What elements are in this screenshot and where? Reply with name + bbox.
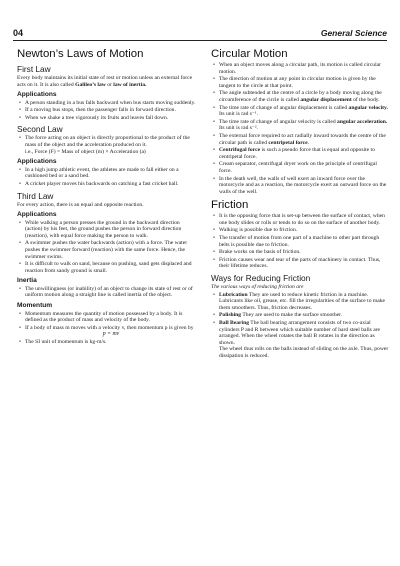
first-law-applications [17,100,197,122]
list-item: • The time rate of change of angular displacement is called angular velocity. Its unit is rad s⁻¹. [211,105,389,118]
inertia-list [17,286,197,299]
list-item: • A cricket player moves his backwards on catching a fast cricket ball. [17,181,197,188]
list-item: • When we shake a tree vigorously its fruits and leaves fall down. [17,115,197,122]
third-law-applications [17,220,197,275]
reducing-friction-list [211,292,389,360]
list-item: • A swimmer pushes the water backwards (action) with a force. The water pushes the swimmer forward (reaction) with the same force. Hence, the swimmer swims. [17,240,197,260]
circular-motion-title: Circular Motion [211,48,288,60]
list-item: • Polishing They are used to make the surface smoother. [211,312,389,319]
list-item: • In a high jump athletic event, the athletes are made to fall either on a cushioned bed or a sand bed. [17,167,197,180]
list-item: • Centrifugal force is such a pseudo force that is equal and opposite to centripetal force. [211,147,389,160]
list-item: • Brake works on the basis of friction. [211,249,389,256]
circular-motion-list [211,62,389,195]
list-item: • The angle subtended at the centre of a circle by a body moving along the circumference of the circle is called angular displacement of the body. [211,90,389,103]
first-law-text: Every body maintains its initial state of rest or motion unless an external force acts on it. It is also called Galileo’s law or law of inertia. [17,75,193,88]
list-item: • Momentum measures the quantity of motion possessed by a body. It is defined as the product of mass and velocity of the body. [17,311,197,324]
second-law-list [17,135,197,155]
list-item: • It is the opposing force that is set-up between the surface of contact, when one body slides or rolls or tends to do so on the surface of another body. [211,213,389,226]
list-item: • Ball Bearing The ball bearing arrangement consists of two co-axial cylinders P and R between which suitable number of hard steel balls are arranged. When the wheel rotates the ball B rotates in the direction as shown. The wheel thus rolls on the balls instead of sliding on the axle. Thus, power dissipation is reduced. [211,320,389,360]
third-law-text: For every action, there is an equal and opposite reaction. [17,201,144,208]
page-header [13,27,387,41]
momentum-list [17,311,197,346]
inertia-heading: Inertia [17,277,37,285]
second-law-heading: Second Law [17,124,63,135]
list-item: • Walking is possible due to friction. [211,227,389,234]
right-column [211,48,389,361]
second-law-applications [17,167,197,188]
list-item: • In the death well, the walls of well exert an inward force over the motorcycle and as a reaction, the motorcycle exert an outward force on the walls of the well. [211,176,389,196]
list-item: • The unwillingness (or inability) of an object to change its state of rest or of uniform motion along a straight line is called inertia of the object. [17,286,197,299]
list-item: • If a moving bus stops, then the passenger falls in forward direction. [17,107,197,114]
page-number: 04 [13,28,24,38]
third-law-heading: Third Law [17,190,54,201]
second-law-applications-heading: Applications [17,158,57,166]
list-item: • The external force required to act radially inward towards the centre of the circular path is called centripetal force. [211,133,389,146]
list-item: • While walking a person presses the ground in the backward direction (action) by his feet, the ground pushes the person in forward direction (reaction), with equal force making the person to walk. [17,220,197,240]
list-item: • Lubrication They are used to reduce kinetic friction in a machine. Lubricants like oil, grease, etc. fill the irregularities of the surface to make them smoothers. Thus, friction decreases. [211,292,389,312]
friction-list [211,213,389,270]
reducing-friction-intro: The various ways of reducing friction are [211,284,304,291]
newton-laws-title: Newton’s Laws of Motion [17,48,144,60]
third-law-applications-heading: Applications [17,211,57,219]
first-law-heading: First Law [17,64,51,74]
list-item: • The force acting on an object is directly proportional to the product of the mass of the object and the acceleration produced on it. i.e., Force (F) = Mass of object (m) × Acceleration (a) [17,135,197,155]
list-item: • When an object moves along a circular path, its motion is called circular motion. [211,62,389,75]
list-item: • A person standing in a bus falls backward when bus starts moving suddenly. [17,100,197,107]
list-item: • The time rate of change of angular velocity is called angular acceleration. Its unit is rad s⁻². [211,119,389,132]
list-item: • The SI unit of momentum is kg-m/s. [17,339,197,346]
list-item: • Cream separator, centrifugal dryer work on the principle of centrifugal force. [211,161,389,174]
list-item: • If a body of mass m moves with a velocity v, then momentum p is given by p = mv [17,325,197,339]
list-item: • It is difficult to walk on sand, because on pushing, sand gets displaced and reaction from sandy ground is small. [17,261,197,274]
friction-title: Friction [211,199,249,212]
left-column [17,48,197,347]
reducing-friction-heading: Ways for Reducing Friction [211,273,311,284]
list-item: • Friction causes wear and tear of the parts of machinery in contact. Thus, their lifetime reduces. [211,257,389,270]
list-item: • The transfer of motion from one part of a machine to other part through belts is possible due to friction. [211,235,389,248]
momentum-equation: p = mv [102,331,120,338]
momentum-heading: Momentum [17,302,53,310]
section-title: General Science [320,28,387,38]
list-item: • The direction of motion at any point in circular motion is given by the tangent to the circle at that point. [211,76,389,89]
first-law-applications-heading: Applications [17,91,57,99]
